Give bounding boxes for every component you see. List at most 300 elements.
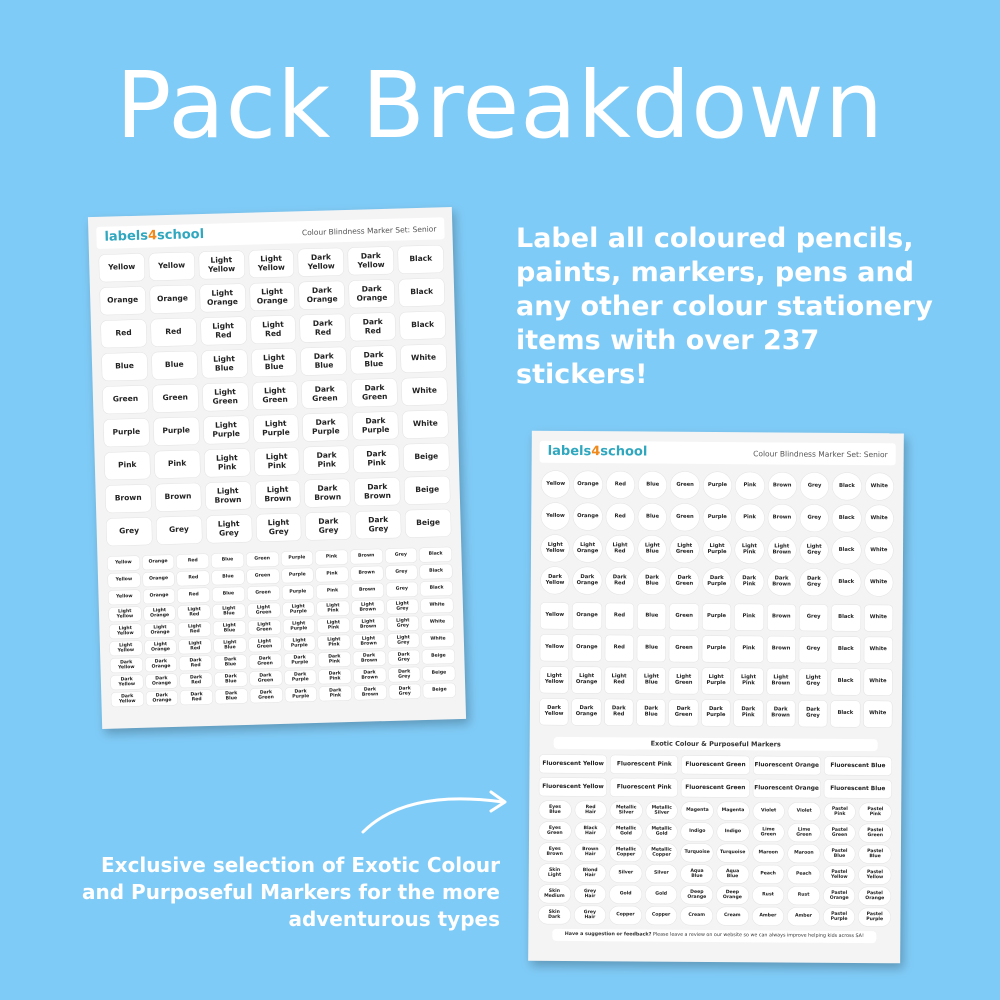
sticker-label: Light Brown [352,617,384,632]
sticker-label: Black [832,637,861,663]
sticker-label: Dark Yellow [110,658,142,673]
sticker-label: Maroon [788,845,820,863]
sticker-label: Red [606,503,635,530]
sticker-label: Purple [104,419,150,447]
sticker-label: Dark Purple [703,568,732,595]
sticker-label: Violet [788,803,820,821]
fluorescent-label-grid [539,755,891,798]
sticker-label: Light Grey [800,537,829,564]
sticker-label: Pastel Green [859,824,891,842]
sticker-sheet-senior-b [528,431,904,964]
sticker-label: Blue [638,603,667,629]
sticker-label: Light Red [179,639,211,654]
sticker-label: Light Pink [735,536,764,563]
sticker-label: Light Blue [214,638,246,653]
sticker-label: Gold [610,885,642,903]
sticker-label: Fluorescent Green [682,756,749,774]
sticker-label: Metallic Copper [646,844,678,862]
sticker-label: Orange [573,635,602,661]
sticker-label: Beige [422,649,454,664]
sticker-label: Light Brown [767,668,796,694]
sticker-label: Dark Purple [353,412,399,440]
sticker-label: White [864,669,893,695]
sticker-label: Light Green [202,383,248,411]
sticker-label: Yellow [540,603,569,629]
sticker-label: Lime Green [788,824,820,842]
exotic-label-grid [538,801,891,926]
sticker-label: Dark Pink [734,700,763,726]
sticker-label: Magenta [682,802,714,820]
pack-description: Label all coloured pencils, paints, markers, pens and any other colour stationery items with over 237 stickers! [516,223,933,390]
sticker-label: Light Yellow [541,535,570,562]
sticker-label: Dark Green [352,379,398,407]
sticker-label: Blue [212,570,244,585]
sticker-label: Dark Yellow [111,692,143,707]
large-label-grid [99,245,451,545]
sticker-label: Green [671,504,700,531]
sticker-label: Silver [610,864,642,882]
sticker-sheet-senior-a [88,207,466,729]
sticker-label: Light Blue [213,621,245,636]
sticker-label: Orange [142,555,174,570]
sticker-label: Light Yellow [109,624,141,639]
sticker-label: Dark Blue [638,567,667,594]
sticker-label: Light Orange [144,623,176,638]
sticker-label: Light Brown [767,536,796,563]
circle-label-grid [541,471,894,596]
sticker-label: Indigo [681,823,713,841]
sticker-label: Light Grey [387,633,419,648]
sticker-label: Fluorescent Orange [753,779,820,797]
sticker-label: Dark Blue [215,689,247,704]
sticker-label: Black [420,547,452,562]
sticker-label: Dark Orange [299,281,345,309]
sticker-label: Pastel Yellow [823,866,855,884]
sticker-label: Dark Red [605,567,634,594]
sticker-label: Yellow [108,590,140,605]
sticker-label: Metallic Silver [646,802,678,820]
sticker-label: Light Yellow [199,251,245,279]
sticker-label: Skin Medium [539,885,571,903]
sticker-label: Light Green [669,668,698,694]
sticker-label: Cream [681,907,713,925]
sticker-label: Light Blue [201,350,247,378]
sticker-label: Grey [156,516,202,544]
sticker-label: Light Pink [317,618,349,633]
sticker-label: Dark Yellow [541,567,570,594]
sticker-label: Light Yellow [540,667,569,693]
sticker-label: Grey Hair [574,885,606,903]
sticker-label: Gold [645,886,677,904]
sticker-label: Metallic Gold [646,823,678,841]
sticker-label: Yellow [540,635,569,661]
sticker-label: Light Blue [638,535,667,562]
sticker-label: Brown Hair [574,843,606,861]
sticker-label: Dark Pink [735,568,764,595]
sticker-label: Green [671,472,700,499]
sticker-label: Pastel Purple [859,908,891,926]
sticker-label: Light Red [250,315,296,343]
sticker-label: Dark Orange [145,674,177,689]
sticker-label: Dark Grey [388,650,420,665]
sticker-label: Red [101,320,147,348]
sticker-label: Dark Brown [355,478,401,506]
sticker-label: Amber [788,908,820,926]
sticker-label: Dark Green [669,700,698,726]
sticker-label: Brown [351,583,383,598]
sticker-label: Pastel Blue [824,845,856,863]
sticker-label: Dark Green [249,654,281,669]
sticker-label: Aqua Blue [717,865,749,883]
sticker-label: Yellow [541,503,570,530]
sticker-label: Dark Purple [285,687,317,702]
sticker-label: Red [177,571,209,586]
sticker-label: Light Yellow [110,641,142,656]
sticker-label: Amber [752,907,784,925]
sticker-label: Dark Brown [305,479,351,507]
sticker-label: Green [152,384,198,412]
sticker-label: Light Orange [573,535,602,562]
sticker-label: Dark Red [180,656,212,671]
sticker-label: Rust [788,887,820,905]
sticker-label: Dark Blue [215,672,247,687]
sticker-label: Light Purple [703,536,732,563]
sticker-label: Beige [405,509,451,537]
sticker-label: Red [177,554,209,569]
sticker-label: Dark Blue [301,347,347,375]
sticker-label: Orange [143,572,175,587]
sticker-label: Dark Grey [800,569,829,596]
sticker-label: Light Pink [734,668,763,694]
sticker-label: Yellow [99,254,145,282]
sticker-label: Blue [212,587,244,602]
sticker-label: Light Red [178,605,210,620]
sticker-label: Dark Pink [354,445,400,473]
sticker-label: Metallic Copper [610,843,642,861]
sticker-label: Dark Pink [304,446,350,474]
sticker-label: Light Green [248,620,280,635]
sticker-label: Deep Orange [717,886,749,904]
sticker-label: Grey [800,473,829,500]
sticker-label: Light Orange [572,667,601,693]
sticker-label: Black [832,605,861,631]
sticker-label: Yellow [149,252,195,280]
sticker-label: White [421,598,453,613]
sticker-label: Grey [385,565,417,580]
sticker-label: Fluorescent Blue [824,757,891,775]
sticker-label: Turquoise [717,844,749,862]
sticker-label: Dark Pink [318,652,350,667]
sticker-label: Light Purple [283,619,315,634]
sticker-label: Pink [105,452,151,480]
sticker-label: White [864,605,893,631]
sticker-label: Blue [638,471,667,498]
sticker-label: Pink [316,550,348,565]
sticker-label: White [421,615,453,630]
sticker-label: Light Green [249,637,281,652]
sticker-label: Dark Yellow [540,699,569,725]
sticker-label: Light Brown [205,482,251,510]
sticker-label: Pink [735,504,764,531]
sticker-label: Brown [350,549,382,564]
sticker-label: Dark Grey [799,701,828,727]
sticker-label: Peach [752,865,784,883]
sticker-label: Blue [638,503,667,530]
sticker-label: Pastel Orange [823,887,855,905]
sticker-label: Dark Blue [214,655,246,670]
sticker-label: Purple [703,504,732,531]
sticker-label: Pastel Pink [824,803,856,821]
sticker-label: Dark Green [302,380,348,408]
sticker-label: Purple [702,636,731,662]
sticker-label: Orange [143,589,175,604]
sticker-label: Dark Orange [573,567,602,594]
sticker-label: Light Purple [253,414,299,442]
sticker-label: Purple [281,568,313,583]
sticker-label: Light Blue [637,667,666,693]
sticker-label: Dark Brown [353,651,385,666]
sticker-label: Black [421,581,453,596]
sticker-label: Dark Orange [145,657,177,672]
sticker-label: Pink [735,604,764,630]
sticker-label: Copper [610,906,642,924]
sheet-header [96,217,444,249]
sticker-label: Black [400,311,446,339]
sheet-subtitle: Colour Blindness Marker Set: Senior [753,449,888,460]
sticker-label: Green [246,552,278,567]
sticker-label: Purple [703,472,732,499]
sticker-label: Dark Orange [146,691,178,706]
brand-logo: labels4school [547,443,648,460]
sticker-label: Fluorescent Green [682,779,749,797]
sticker-label: Dark Brown [767,568,796,595]
sticker-label: Pink [734,636,763,662]
sticker-label: Black [832,569,861,596]
sticker-label: White [402,377,448,405]
sticker-label: Light Pink [318,635,350,650]
sticker-label: Purple [282,585,314,600]
sticker-label: Light Orange [144,606,176,621]
sticker-label: Brown [351,566,383,581]
sticker-label: Lime Green [753,823,785,841]
sticker-label: Dark Green [249,671,281,686]
sticker-label: Fluorescent Pink [611,755,678,773]
sticker-label: Eyes Green [539,822,571,840]
exotic-description: Exclusive selection of Exotic Colour and Purposeful Markers for the more adventurous types [82,853,500,931]
sticker-label: Fluorescent Yellow [539,778,606,796]
sticker-label: Black Hair [575,822,607,840]
sticker-label: Light Orange [144,640,176,655]
sticker-label: Black [399,278,445,306]
sticker-label: Skin Light [539,864,571,882]
sticker-label: Pastel Pink [860,803,892,821]
sticker-label: Dark Blue [637,699,666,725]
sticker-label: Brown [155,483,201,511]
sticker-label: Grey [800,505,829,532]
sticker-label: Green [247,569,279,584]
sticker-label: Deep Orange [681,886,713,904]
sticker-label: White [403,410,449,438]
sticker-label: Green [247,586,279,601]
sticker-label: Dark Green [670,568,699,595]
sticker-label: Metallic Silver [610,801,642,819]
feedback-footer: Have a suggestion or feedback? Please leave a review on our website so we can always improve helping kids across SA! [552,929,876,943]
sticker-label: Pastel Yellow [859,866,891,884]
sticker-label: Eyes Blue [539,801,571,819]
sticker-label: Yellow [108,573,140,588]
sticker-label: Cream [716,907,748,925]
sticker-label: Beige [404,443,450,471]
sticker-label: Dark Red [300,314,346,342]
sticker-label: Light Pink [254,447,300,475]
sticker-label: Turquoise [681,844,713,862]
sticker-label: Maroon [752,844,784,862]
sticker-label: Light Green [670,536,699,563]
curved-arrow-icon [355,780,515,840]
sticker-label: Dark Pink [319,669,351,684]
sticker-label: White [422,632,454,647]
sticker-label: Dark Purple [284,653,316,668]
sticker-label: Dark Red [605,699,634,725]
sticker-label: Green [670,636,699,662]
sticker-label: Pink [316,567,348,582]
sticker-label: Light Red [606,535,635,562]
sticker-label: Light Yellow [109,607,141,622]
sticker-label: Fluorescent Yellow [539,755,606,773]
sticker-label: Metallic Gold [610,822,642,840]
sticker-label: Dark Green [250,688,282,703]
sticker-label: Red [178,588,210,603]
sticker-label: White [401,344,447,372]
sticker-label: Black [832,537,861,564]
sticker-label: Dark Red [180,673,212,688]
sticker-label: Red [605,603,634,629]
sticker-label: Light Grey [386,599,418,614]
sticker-label: Grey [385,548,417,563]
sticker-label: Grey [386,582,418,597]
sticker-label: Light Purple [702,668,731,694]
sticker-label: White [865,505,894,532]
sticker-label: Fluorescent Blue [824,780,891,798]
sticker-label: White [863,701,892,727]
sticker-label: Red [151,318,197,346]
sticker-label: Light Brown [352,600,384,615]
sticker-label: Pastel Purple [823,908,855,926]
sticker-label: Grey [106,518,152,546]
sticker-label: Blue [152,351,198,379]
sticker-label: Orange [573,603,602,629]
sticker-label: White [864,569,893,596]
sticker-label: Orange [574,503,603,530]
sticker-label: Dark Pink [319,686,351,701]
sticker-label: Black [831,669,860,695]
sticker-label: Pastel Orange [859,887,891,905]
sticker-label: Skin Dark [538,906,570,924]
sticker-label: Light Pink [317,601,349,616]
sticker-label: Light Grey [256,513,302,541]
sticker-label: Dark Purple [702,700,731,726]
sticker-label: Dark Brown [354,685,386,700]
sticker-label: Light Pink [204,449,250,477]
sticker-label: Dark Brown [354,668,386,683]
sticker-label: Red Hair [575,801,607,819]
sticker-label: Dark Yellow [348,247,394,275]
brand-logo: labels4school [104,226,205,245]
sticker-label: Light Brown [353,634,385,649]
sticker-label: Magenta [717,802,749,820]
sticker-label: Dark Grey [388,667,420,682]
sticker-label: Eyes Brown [539,843,571,861]
square-label-grid [540,603,893,727]
sticker-label: Brown [767,604,796,630]
sticker-label: Light Red [179,622,211,637]
sticker-label: Light Red [605,667,634,693]
sticker-label: Light Yellow [248,249,294,277]
sticker-label: Grey [799,637,828,663]
sticker-label: Orange [574,471,603,498]
sticker-label: Dark Red [181,690,213,705]
sticker-label: Brown [105,485,151,513]
sticker-label: Light Orange [249,282,295,310]
sticker-label: Red [605,635,634,661]
sticker-label: Dark Purple [303,413,349,441]
sticker-label: Copper [645,907,677,925]
sticker-label: Rust [752,886,784,904]
small-label-grid [107,547,455,707]
sticker-label: Black [832,505,861,532]
sticker-label: Beige [423,683,455,698]
sticker-label: Pink [316,584,348,599]
sticker-label: Light Grey [206,515,252,543]
sticker-label: Light Purple [283,636,315,651]
sticker-label: Brown [768,472,797,499]
sticker-label: Purple [153,417,199,445]
sticker-label: Light Red [200,317,246,345]
sticker-label: Light Brown [255,480,301,508]
sticker-label: Light Green [248,603,280,618]
sticker-label: Black [420,564,452,579]
sticker-label: Dark Grey [356,511,402,539]
sticker-label: Light Green [252,381,298,409]
sticker-label: Orange [100,287,146,315]
sticker-label: Light Purple [282,602,314,617]
sticker-label: Light Grey [387,616,419,631]
sticker-label: Dark Grey [389,684,421,699]
sticker-label: Indigo [717,823,749,841]
sticker-label: Dark Orange [572,699,601,725]
sticker-label: Pink [154,450,200,478]
sticker-label: Violet [753,802,785,820]
sticker-label: White [865,537,894,564]
sticker-label: Dark Blue [351,346,397,374]
sticker-label: Black [831,701,860,727]
sticker-label: Red [606,471,635,498]
page-title: Pack Breakdown [115,52,885,159]
sticker-label: Blue [211,553,243,568]
sticker-label: Blond Hair [574,864,606,882]
sticker-label: White [864,637,893,663]
sticker-label: Dark Yellow [298,248,344,276]
sticker-label: Beige [423,666,455,681]
sticker-label: Peach [788,866,820,884]
sticker-label: Light Blue [213,604,245,619]
sticker-label: Black [833,473,862,500]
sticker-label: Light Grey [799,669,828,695]
sticker-label: Green [103,386,149,414]
sticker-label: Aqua Blue [681,865,713,883]
sticker-label: Yellow [541,471,570,498]
sticker-label: Pastel Blue [859,845,891,863]
